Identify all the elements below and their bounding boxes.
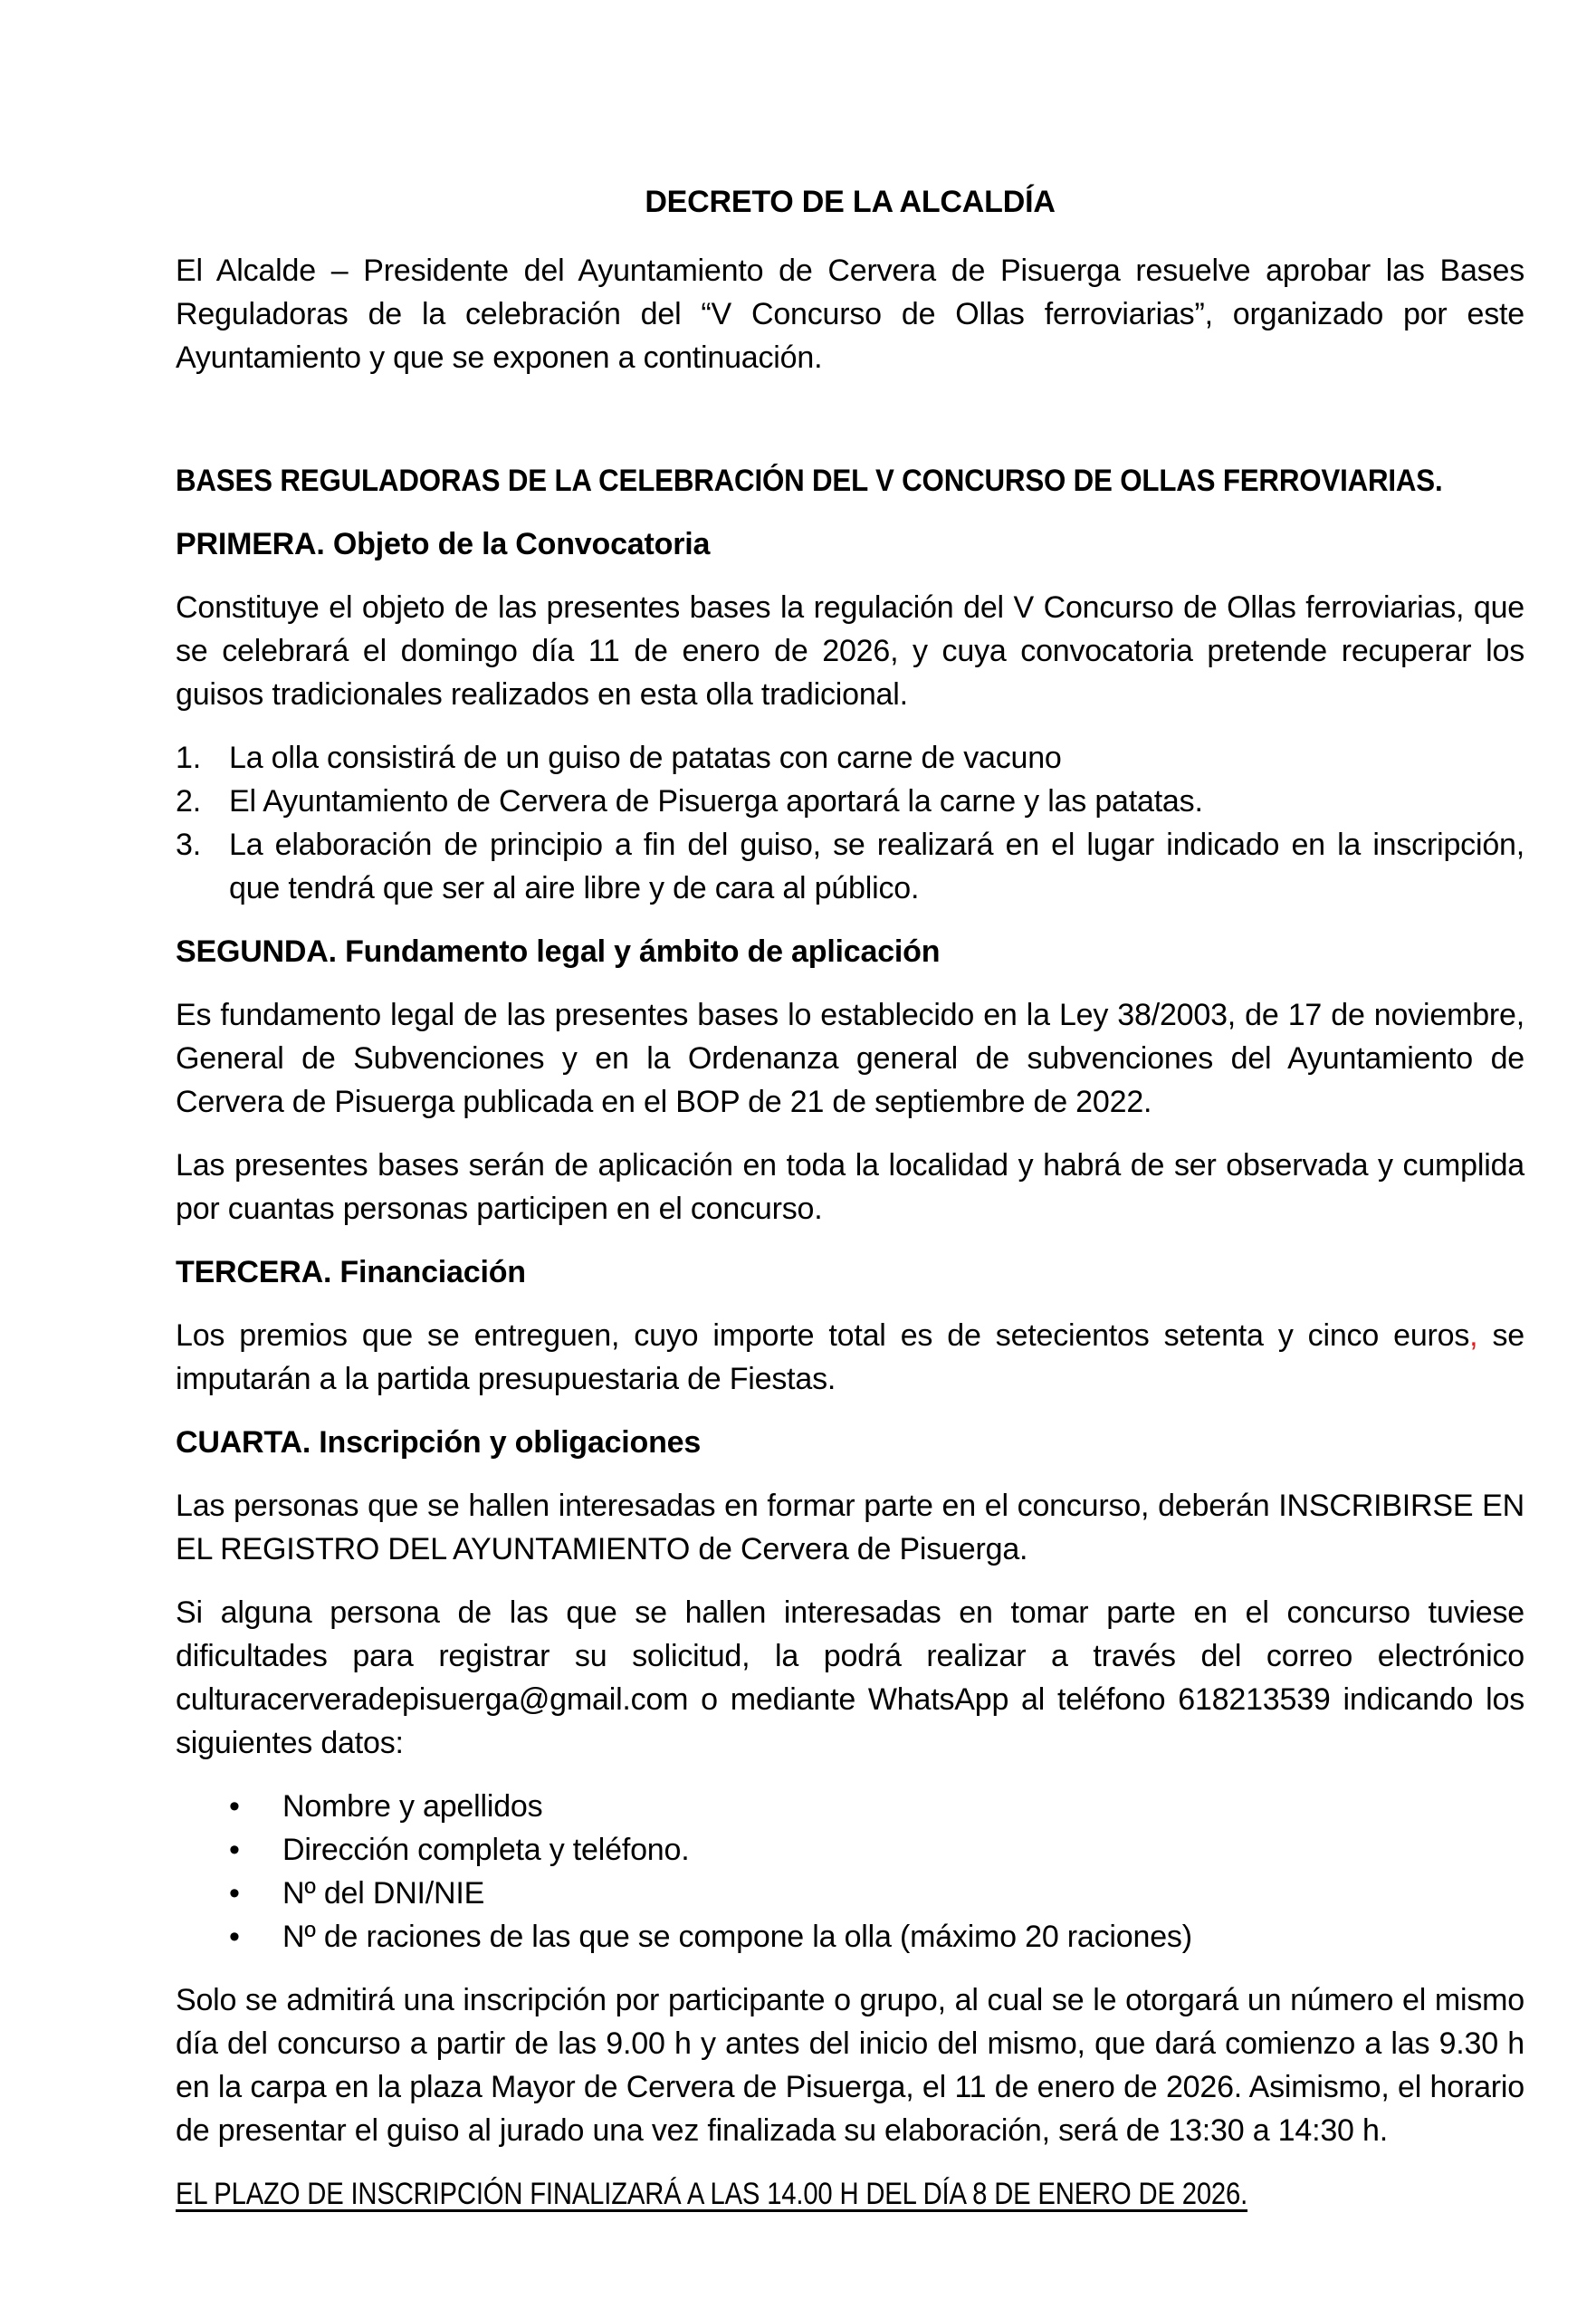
bullet-marker: • (229, 1876, 240, 1911)
list-number: 3. (176, 828, 201, 862)
bullet-list-item (176, 1785, 1524, 1828)
bullet-list-item-text: Nº del DNI/NIE (282, 1876, 485, 1911)
list-number: 1. (176, 741, 201, 775)
deadline-line (176, 2172, 1524, 2216)
numbered-list-item (176, 780, 1524, 823)
bases-section-heading-text: BASES REGULADORAS DE LA CELEBRACIÓN DEL V CONCURSO DE OLLAS FERROVIARIAS. (176, 464, 1443, 498)
segunda-heading: SEGUNDA. Fundamento legal y ámbito de aplicación (176, 934, 941, 969)
numbered-list-item-text: El Ayuntamiento de Cervera de Pisuerga aportará la carne y las patatas. (229, 784, 1203, 819)
list-number: 2. (176, 784, 201, 819)
cuarta-heading: CUARTA. Inscripción y obligaciones (176, 1425, 702, 1460)
rules-numbered-list (176, 736, 1524, 910)
bullet-list-item-text: Dirección completa y teléfono. (282, 1833, 690, 1867)
bullet-marker: • (229, 1920, 240, 1954)
bullet-list-item (176, 1828, 1524, 1872)
document-content (176, 180, 1524, 2216)
intro-paragraph: El Alcalde – Presidente del Ayuntamiento de Cervera de Pisuerga resuelve aprobar las Bases Reguladoras de la celebración del “V Concurso de Ollas ferroviarias”, organizado por este Ayuntamiento y que se exponen a continuación. (176, 254, 1524, 375)
bullet-list-item-text: Nombre y apellidos (282, 1789, 543, 1824)
numbered-list-item-text: La elaboración de principio a fin del guiso, se realizará en el lugar indicado en la inscripción, que tendrá que ser al aire libre y de cara al público. (229, 828, 1524, 905)
bases-section-heading (176, 459, 1524, 503)
tercera-text-after-comma: se imputarán a la partida presupuestaria de Fiestas. (176, 1318, 1524, 1396)
primera-heading: PRIMERA. Objeto de la Convocatoria (176, 527, 711, 561)
red-comma: , (1469, 1318, 1478, 1353)
bullet-marker: • (229, 1833, 240, 1867)
primera-paragraph: Constituye el objeto de las presentes bases la regulación del V Concurso de Ollas ferroviarias, que se celebrará el domingo día 11 de enero de 2026, y cuya convocatoria pretende recuperar los guisos tradicionales realizados en esta olla tradicional. (176, 590, 1524, 712)
segunda-paragraph-2: Las presentes bases serán de aplicación en toda la localidad y habrá de ser observada y cumplida por cuantas personas participen en el concurso. (176, 1148, 1524, 1226)
segunda-paragraph-1: Es fundamento legal de las presentes bases lo establecido en la Ley 38/2003, de 17 de noviembre, General de Subvenciones y en la Ordenanza general de subvenciones del Ayuntamiento de Cervera de Pisuerga publicada en el BOP de 21 de septiembre de 2022. (176, 998, 1524, 1119)
document-title: DECRETO DE LA ALCALDÍA (645, 185, 1056, 219)
tercera-paragraph (176, 1314, 1524, 1401)
cuarta-paragraph-2: Si alguna persona de las que se hallen interesadas en tomar parte en el concurso tuviese dificultades para registrar su solicitud, la podrá realizar a través del correo electrónico culturacerveradepisuerga@gmail.com o mediante WhatsApp al teléfono 618213539 indicando los siguientes datos: (176, 1595, 1524, 1760)
tercera-heading: TERCERA. Financiación (176, 1255, 526, 1289)
bullet-list-item (176, 1872, 1524, 1915)
numbered-list-item (176, 823, 1524, 910)
cuarta-paragraph-3: Solo se admitirá una inscripción por participante o grupo, al cual se le otorgará un número el mismo día del concurso a partir de las 9.00 h y antes del inicio del mismo, que dará comienzo a las 9.30 h en la carpa en la plaza Mayor de Cervera de Pisuerga, el 11 de enero de 2026. Asimismo, el horario de presentar el guiso al jurado una vez finalizada su elaboración, será de 13:30 a 14:30 h. (176, 1983, 1524, 2148)
bullet-list-item (176, 1915, 1524, 1959)
bullet-marker: • (229, 1789, 240, 1824)
tercera-text-before-comma: Los premios que se entreguen, cuyo importe total es de setecientos setenta y cinco euros (176, 1318, 1470, 1353)
bullet-list-item-text: Nº de raciones de las que se compone la olla (máximo 20 raciones) (282, 1920, 1192, 1954)
numbered-list-item (176, 736, 1524, 780)
deadline-text: EL PLAZO DE INSCRIPCIÓN FINALIZARÁ A LAS 14.00 H DEL DÍA 8 DE ENERO DE 2026. (176, 2177, 1248, 2211)
registration-data-bullet-list (176, 1785, 1524, 1959)
numbered-list-item-text: La olla consistirá de un guiso de patatas con carne de vacuno (229, 741, 1062, 775)
cuarta-paragraph-1: Las personas que se hallen interesadas en formar parte en el concurso, deberán INSCRIBIRSE EN EL REGISTRO DEL AYUNTAMIENTO de Cervera de Pisuerga. (176, 1489, 1524, 1566)
